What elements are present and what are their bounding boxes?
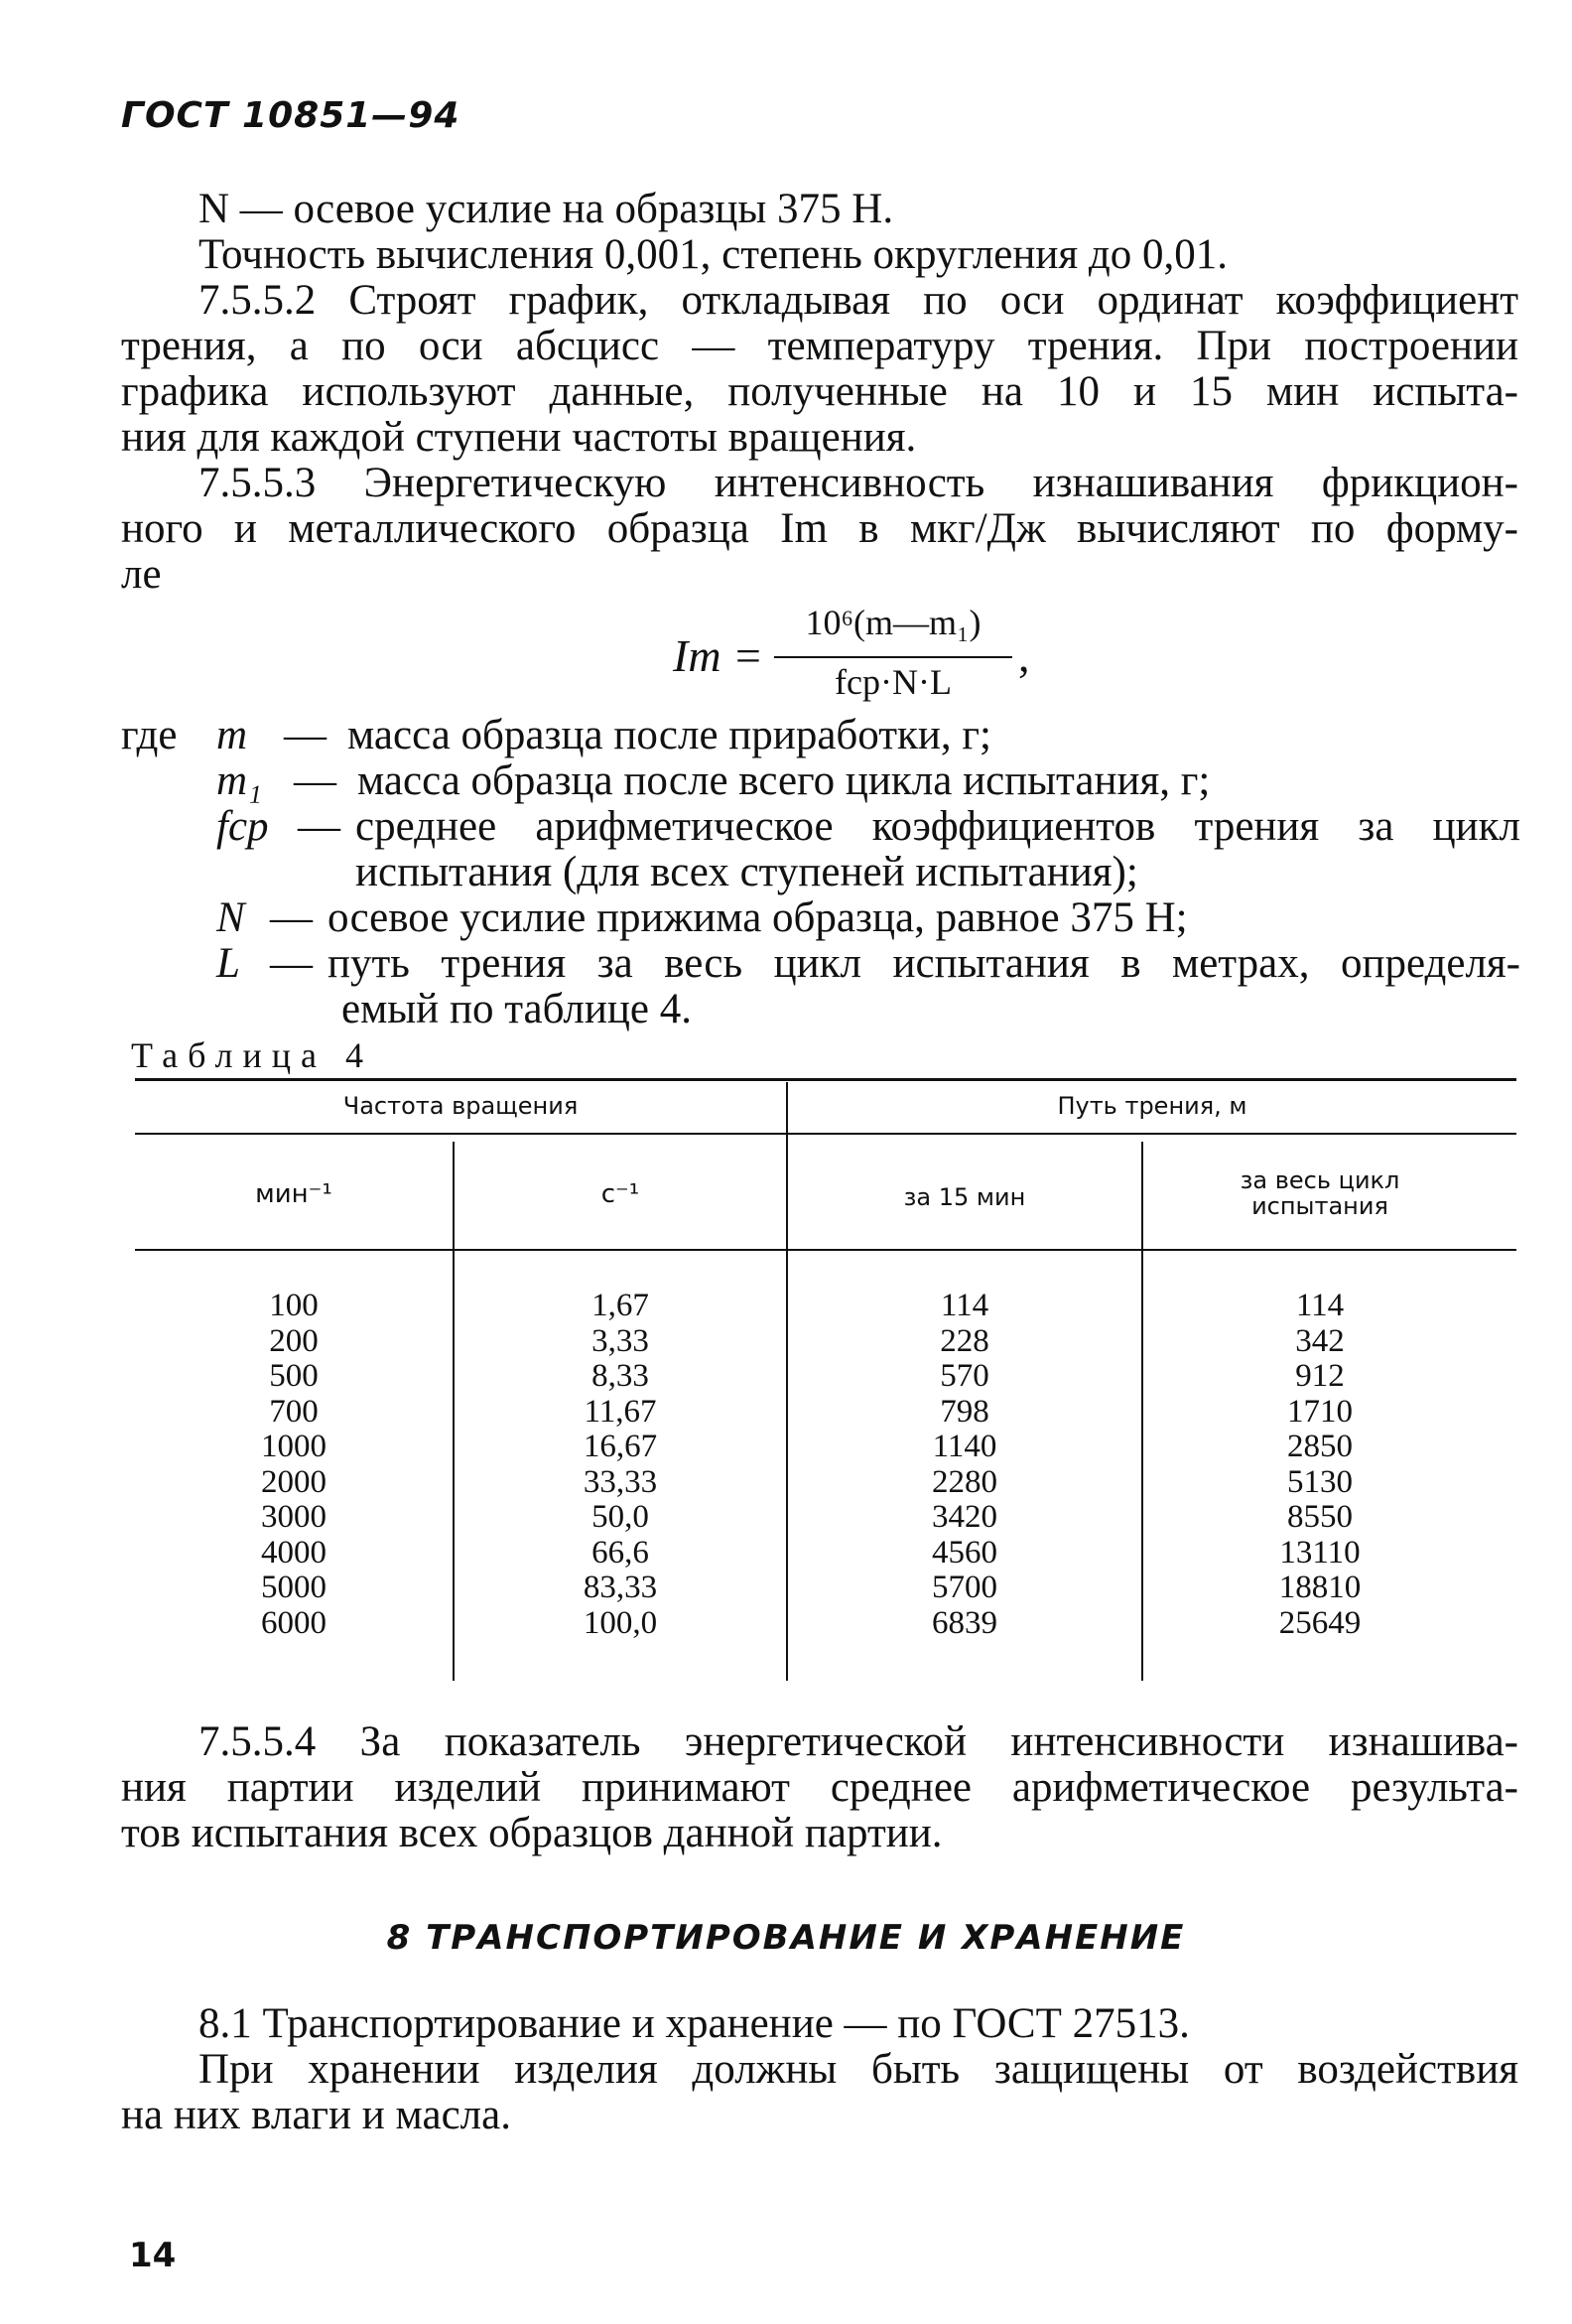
legend-row: [121, 804, 1530, 895]
table-cell: 83,33: [583, 1570, 658, 1605]
table-cell: 3000: [261, 1499, 327, 1535]
table-cell: 228: [940, 1322, 989, 1359]
fraction-bar: [774, 656, 1012, 658]
para-7553-line: ного и металлического образца Im в мкг/Дж вычисляют по форму-: [121, 505, 1518, 552]
accuracy-line: Точность вычисления 0,001, степень округления до 0,01.: [198, 231, 1229, 278]
table-cell: 2280: [932, 1463, 997, 1500]
para-7553-line: ле: [121, 551, 162, 598]
document-header: ГОСТ 10851—94: [121, 95, 460, 136]
legend-description: путь трения за весь цикл испытания в метрах, определя-: [328, 940, 1520, 987]
formula-comma: ,: [1018, 630, 1030, 681]
section8-para2-line: на них влаги и масла.: [121, 2092, 511, 2138]
column-header: с⁻¹: [600, 1179, 640, 1209]
table-cell: 570: [940, 1358, 989, 1394]
legend-dash: —: [294, 757, 336, 804]
table-cell: 912: [1295, 1358, 1345, 1394]
column-header: за 15 мин: [903, 1183, 1026, 1211]
column-path-full-cycle: [1143, 1289, 1497, 1641]
section-heading: 8 ТРАНСПОРТИРОВАНИЕ И ХРАНЕНИЕ: [386, 1918, 1186, 1958]
section8-para1: 8.1 Транспортирование и хранение — по ГОСТ 27513.: [198, 2000, 1190, 2047]
legend-symbol: m: [216, 712, 248, 758]
table-cell: 100,0: [583, 1604, 658, 1641]
table-cell: 700: [269, 1393, 319, 1430]
table-cell: 6000: [261, 1604, 327, 1641]
para-7554-line: 7.5.5.4 За показатель энергетической интенсивности изнашива-: [198, 1718, 1518, 1765]
table-cell: 50,0: [591, 1499, 649, 1535]
table-cell: 8550: [1287, 1499, 1353, 1535]
table-cell: 500: [269, 1358, 319, 1394]
table-cell: 6839: [932, 1604, 997, 1641]
para-7552-line: ния для каждой ступени частоты вращения.: [121, 414, 917, 461]
table-cell: 1000: [261, 1429, 327, 1464]
table-cell: 114: [940, 1288, 989, 1323]
para-7554-line: ния партии изделий принимают среднее арифметическое результа-: [121, 1764, 1518, 1811]
table-title: Таблица 4: [131, 1035, 373, 1075]
table-cell: 114: [1295, 1288, 1345, 1323]
table-vertical-rule: [453, 1251, 455, 1681]
legend-dash: —: [284, 712, 327, 758]
wear-intensity-formula: [663, 602, 1060, 711]
legend-description: масса образца после всего цикла испытания, г;: [357, 757, 1211, 804]
table-cell: 1,67: [591, 1288, 649, 1323]
table-cell: 342: [1295, 1322, 1345, 1359]
table-cell: 5700: [932, 1570, 997, 1605]
table-header-rule: [135, 1133, 1516, 1135]
column-rps: [455, 1289, 786, 1641]
legend-symbol: fср: [216, 803, 269, 850]
para-7554-line: тов испытания всех образцов данной партии.: [121, 1810, 943, 1856]
table-cell: 8,33: [591, 1358, 649, 1394]
legend-description: масса образца после приработки, г;: [347, 712, 991, 758]
table-cell: 11,67: [584, 1393, 657, 1430]
table-cell: 2850: [1287, 1429, 1353, 1464]
para-7553-line: 7.5.5.3 Энергетическую интенсивность изнашивания фрикцион-: [198, 460, 1518, 506]
table-cell: 18810: [1278, 1570, 1362, 1605]
formula-denominator: fср·N·L: [835, 662, 952, 702]
group-header-frequency: Частота вращения: [342, 1092, 579, 1120]
table-cell: 66,6: [591, 1534, 649, 1571]
table-vertical-rule: [453, 1142, 455, 1249]
legend-dash: —: [298, 803, 340, 850]
table-vertical-rule: [1141, 1251, 1143, 1681]
column-header: за весь цикл испытания: [1240, 1166, 1400, 1220]
table-cell: 798: [940, 1393, 989, 1430]
n-definition: N — осевое усилие на образцы 375 Н.: [198, 186, 894, 232]
column-path-15min: [788, 1289, 1141, 1641]
formula-lhs: Im =: [673, 630, 764, 681]
section8-para2-line: При хранении изделия должны быть защищены от воздействия: [198, 2046, 1518, 2093]
table-vertical-rule: [786, 1082, 788, 1681]
table-cell: 100: [269, 1288, 319, 1323]
table-cell: 3,33: [591, 1322, 649, 1359]
table-cell: 2000: [261, 1463, 327, 1500]
column-header: мин⁻¹: [255, 1179, 332, 1209]
para-7552-line: 7.5.5.2 Строят график, откладывая по оси ординат коэффициент: [198, 277, 1518, 324]
legend-row: [121, 895, 1530, 941]
legend-symbol: m₁: [216, 757, 263, 804]
legend-row: [121, 758, 1530, 804]
legend-intro: где: [121, 712, 178, 758]
table-cell: 4000: [261, 1534, 327, 1571]
legend-description: осевое усилие прижима образца, равное 375 Н;: [328, 894, 1188, 941]
legend-description: среднее арифметическое коэффициентов трения за цикл: [355, 803, 1520, 850]
page-number: 14: [129, 2236, 177, 2275]
table-cell: 33,33: [583, 1463, 658, 1500]
legend-row: [121, 713, 1530, 758]
legend-symbol: N: [216, 894, 245, 941]
legend-description: емый по таблице 4.: [341, 986, 692, 1032]
legend-row: [121, 941, 1530, 1032]
para-7552-line: графика используют данные, полученные на 10 и 15 мин испыта-: [121, 368, 1518, 415]
legend-symbol: L: [216, 940, 240, 987]
group-header-friction-path: Путь трения, м: [1057, 1092, 1247, 1120]
table-cell: 5130: [1287, 1463, 1353, 1500]
table-top-rule: [135, 1078, 1516, 1081]
legend-description: испытания (для всех ступеней испытания);: [355, 849, 1138, 895]
para-7552-line: трения, а по оси абсцисс — температуру трения. При построении: [121, 323, 1518, 369]
table-vertical-rule: [1141, 1142, 1143, 1249]
legend-dash: —: [270, 940, 313, 987]
legend-dash: —: [270, 894, 313, 941]
table-cell: 25649: [1278, 1604, 1362, 1641]
table-cell: 5000: [261, 1570, 327, 1605]
table-cell: 1710: [1287, 1393, 1353, 1430]
column-rpm: [135, 1289, 453, 1641]
table-cell: 3420: [932, 1499, 997, 1535]
table-cell: 13110: [1279, 1534, 1361, 1571]
table-header-bottom-rule: [135, 1249, 1516, 1251]
table-cell: 200: [269, 1322, 319, 1359]
formula-numerator: 10⁶(m—m₁): [805, 603, 982, 642]
table-cell: 4560: [932, 1534, 997, 1571]
table-cell: 1140: [932, 1429, 997, 1464]
table-cell: 16,67: [583, 1429, 658, 1464]
